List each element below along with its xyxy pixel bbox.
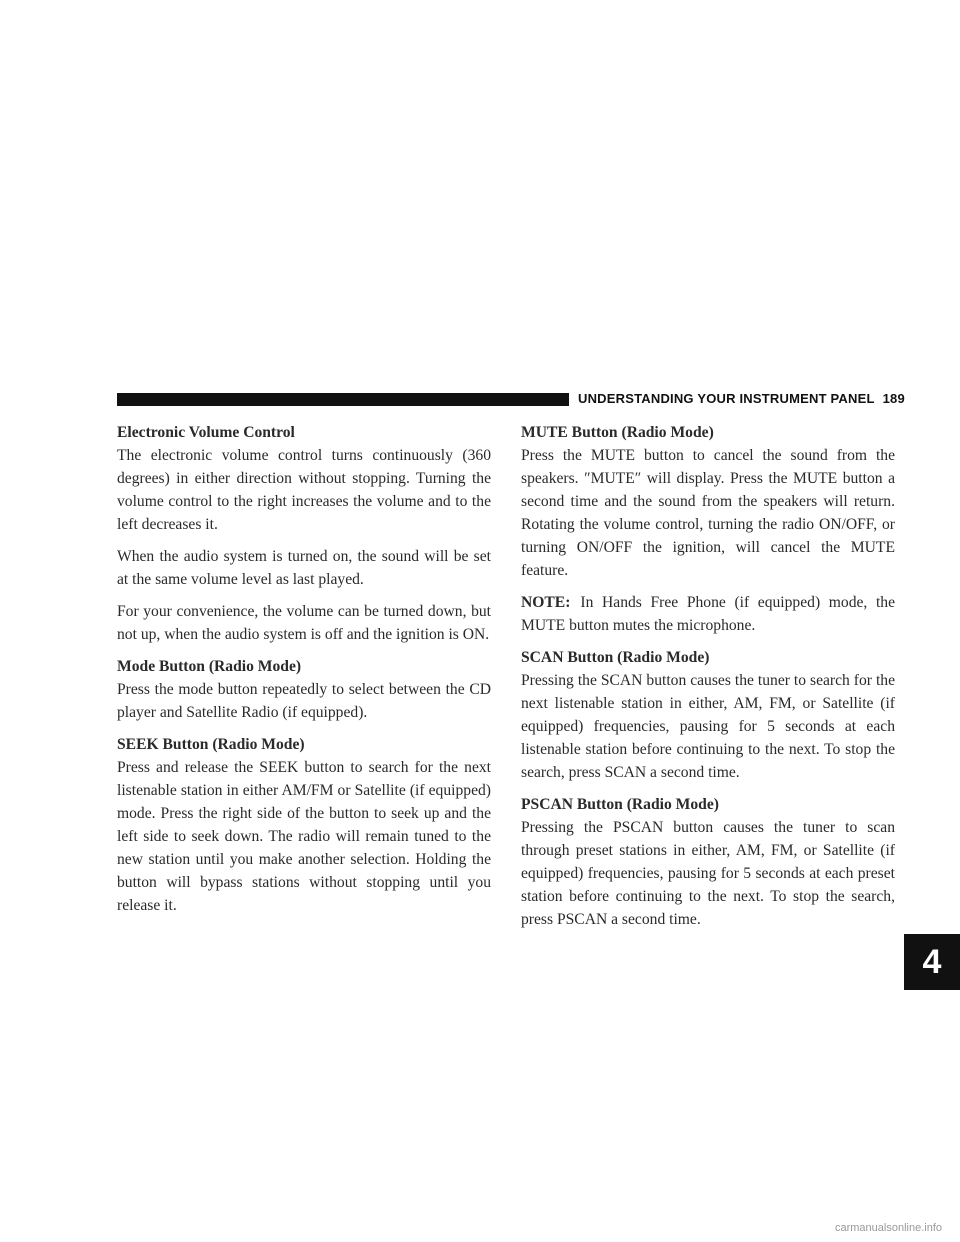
right-column	[521, 421, 895, 940]
section-pscan-button	[521, 793, 895, 931]
section-seek-button	[117, 733, 491, 917]
section-electronic-volume-control	[117, 421, 491, 646]
section-heading: PSCAN Button (Radio Mode)	[521, 796, 719, 813]
paragraph: Pressing the PSCAN button causes the tuner to scan through preset stations in either, AM, FM, or Satellite (if equipped) frequencies, pausing for 5 seconds at each preset station before continuing to the next. To stop the search, press PSCAN a second time.	[521, 819, 895, 928]
paragraph: Press the MUTE button to cancel the sound from the speakers. ″MUTE″ will display. Press the MUTE button a second time and the sound from the speakers will return. Rotating the volume control, turning the radio ON/OFF, or turning ON/OFF the ignition, will cancel the MUTE feature.	[521, 447, 895, 579]
paragraph: Press and release the SEEK button to search for the next listenable station in either AM/FM or Satellite (if equipped) mode. Press the right side of the button to seek up and the left side to seek down. The radio will remain tuned to the new station until you make another selection. Holding the button will bypass stations without stopping until you release it.	[117, 759, 491, 914]
paragraph: For your convenience, the volume can be turned down, but not up, when the audio system is off and the ignition is ON.	[117, 603, 491, 643]
footer-watermark: carmanualsonline.info	[834, 1222, 942, 1234]
section-mute-button	[521, 421, 895, 637]
paragraph: When the audio system is turned on, the sound will be set at the same volume level as last played.	[117, 548, 491, 588]
left-column	[117, 421, 491, 926]
section-heading: SEEK Button (Radio Mode)	[117, 736, 305, 753]
note-text: In Hands Free Phone (if equipped) mode, the MUTE button mutes the microphone.	[521, 594, 895, 634]
header-rule	[117, 393, 569, 406]
section-mode-button	[117, 655, 491, 724]
section-heading: MUTE Button (Radio Mode)	[521, 424, 714, 441]
note-label: NOTE:	[521, 594, 571, 611]
chapter-tab: 4	[904, 934, 960, 990]
section-heading: SCAN Button (Radio Mode)	[521, 649, 710, 666]
paragraph: Pressing the SCAN button causes the tuner to search for the next listenable station in either, AM, FM, or Satellite (if equipped) frequencies, pausing for 5 seconds at each listenable station before continuing to the next. To stop the search, press SCAN a second time.	[521, 672, 895, 781]
page-number: 189	[882, 391, 905, 406]
section-scan-button	[521, 646, 895, 784]
section-heading: Mode Button (Radio Mode)	[117, 658, 302, 675]
running-header	[578, 391, 905, 406]
note-paragraph	[521, 591, 895, 637]
header-title: UNDERSTANDING YOUR INSTRUMENT PANEL	[578, 391, 875, 406]
paragraph: The electronic volume control turns continuously (360 degrees) in either direction without stopping. Turning the volume control to the right increases the volume and to the left decreases it.	[117, 447, 491, 533]
section-heading: Electronic Volume Control	[117, 424, 295, 441]
paragraph: Press the mode button repeatedly to select between the CD player and Satellite Radio (if equipped).	[117, 681, 491, 721]
